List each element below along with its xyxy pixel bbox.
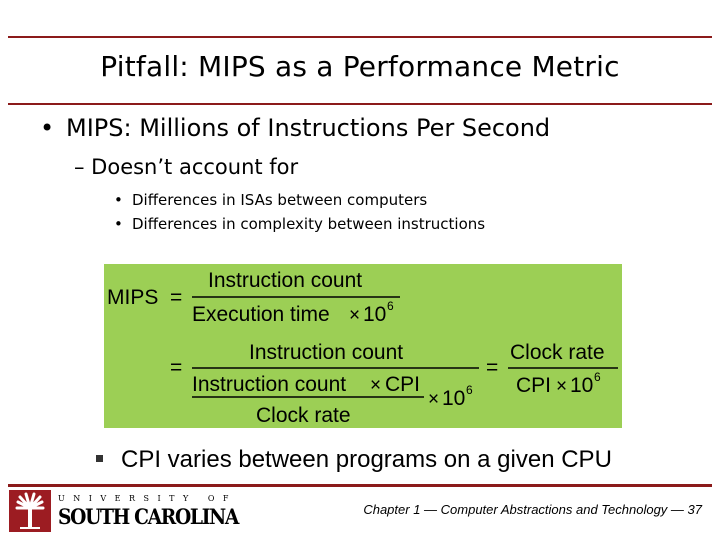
bullet-mips	[40, 114, 550, 142]
sub-item-complexity	[114, 215, 485, 233]
formula-cpi-1: CPI	[385, 373, 421, 396]
logo-university-text: UNIVERSITY OF	[58, 494, 237, 503]
sub-item-isa	[114, 191, 427, 209]
top-rule	[8, 36, 712, 38]
footer-text: Chapter 1 — Computer Abstractions and Technology — 37	[363, 502, 702, 517]
formula-exp-2: 6	[466, 383, 473, 397]
sub-item-complexity-text: Differences in complexity between instructions	[132, 215, 486, 233]
university-logo	[8, 488, 244, 534]
bullet-dot-icon: •	[114, 215, 123, 233]
mips-formula	[104, 264, 622, 428]
palmetto-icon	[9, 490, 51, 532]
formula-equals-3: =	[486, 356, 499, 379]
bullet-cpi	[96, 446, 612, 474]
formula-cpi-2: CPI	[516, 374, 552, 397]
formula-numerator-3: Clock rate	[510, 341, 605, 364]
formula-times-3: ×	[428, 389, 440, 410]
bullet-dot-icon: •	[40, 114, 55, 142]
footer-rule	[8, 484, 712, 487]
bullet-cpi-text: CPI varies between programs on a given CPU	[121, 446, 612, 473]
sub-item-isa-text: Differences in ISAs between computers	[132, 191, 428, 209]
formula-inner-denominator: Clock rate	[256, 404, 351, 427]
slide-title: Pitfall: MIPS as a Performance Metric	[100, 50, 620, 83]
logo-name-text: SOUTH CAROLINA	[58, 504, 240, 529]
title-rule	[8, 103, 712, 105]
formula-numerator-2: Instruction count	[249, 341, 404, 364]
bullet-account-for: – Doesn’t account for	[74, 155, 299, 179]
formula-equals-2: =	[170, 356, 183, 379]
formula-denominator-1: Execution time	[192, 303, 330, 326]
bullet-mips-text: MIPS: Millions of Instructions Per Second	[66, 114, 551, 142]
bullet-dot-icon: •	[114, 191, 123, 209]
formula-times-1: ×	[349, 305, 361, 326]
formula-exp-3: 6	[594, 370, 601, 384]
formula-ten-1: 10	[363, 303, 387, 326]
formula-times-2: ×	[370, 375, 382, 396]
formula-mips-label: MIPS	[107, 286, 159, 309]
formula-inner-numerator: Instruction count	[192, 373, 347, 396]
formula-ten-3: 10	[570, 374, 594, 397]
bullet-square-icon	[96, 455, 103, 462]
formula-times-4: ×	[556, 376, 568, 397]
formula-numerator-1: Instruction count	[208, 269, 363, 292]
formula-ten-2: 10	[442, 387, 466, 410]
formula-exp-1: 6	[387, 299, 394, 313]
formula-equals-1: =	[170, 286, 183, 309]
